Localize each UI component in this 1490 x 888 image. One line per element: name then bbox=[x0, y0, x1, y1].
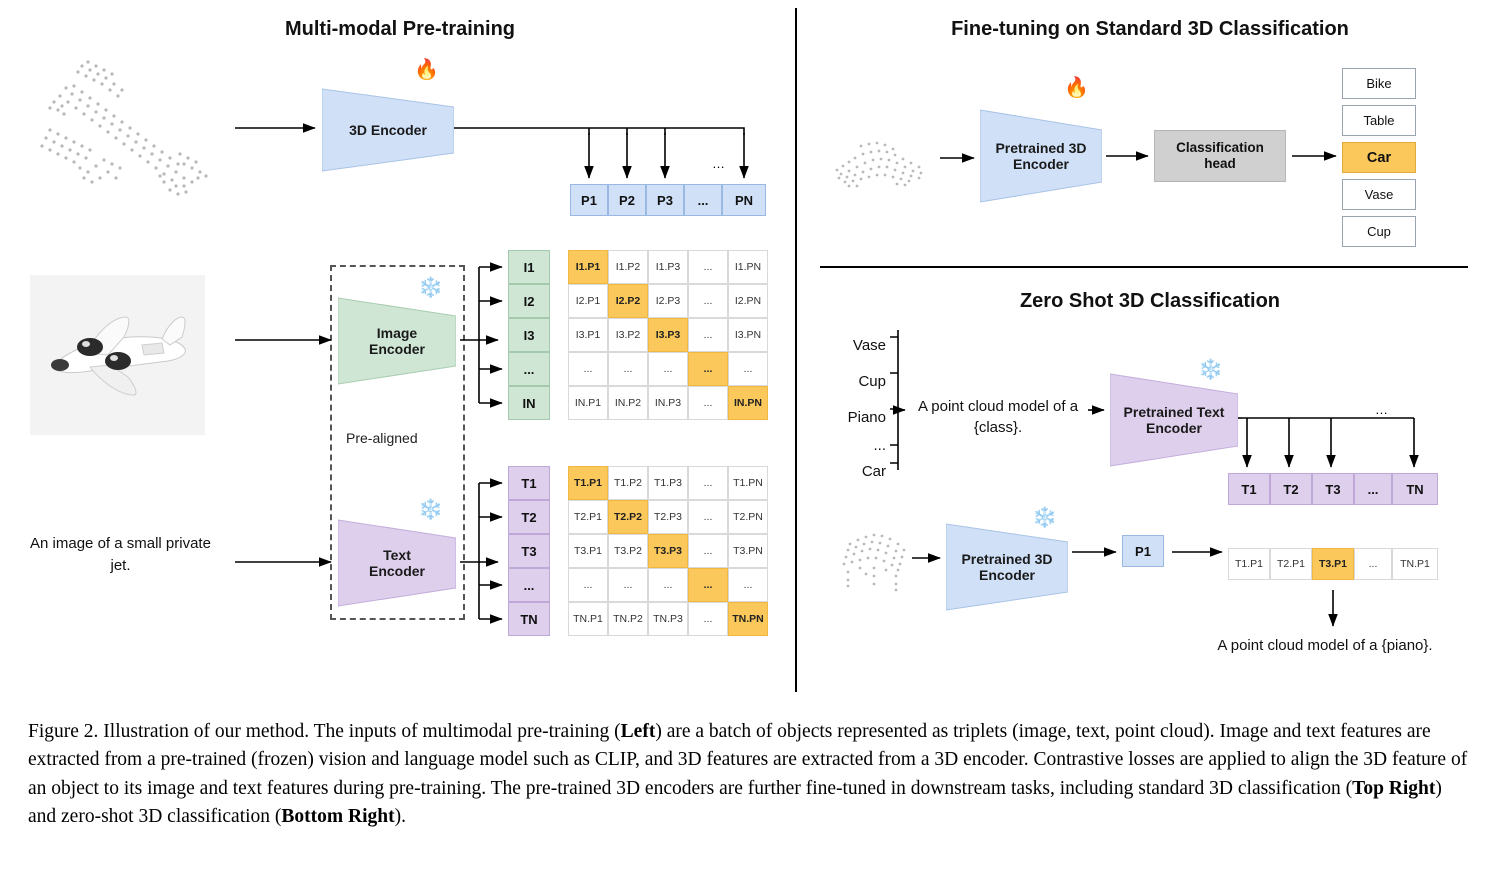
text-similarity-cell: ... bbox=[688, 602, 728, 636]
classification-head-label-1: Classification bbox=[1176, 139, 1264, 155]
encoder-image-label-1: Image bbox=[376, 324, 418, 341]
zeroshot-class: Piano bbox=[847, 409, 886, 426]
encoder-image-label-2: Encoder bbox=[368, 341, 425, 357]
snowflake-icon: ❄️ bbox=[1032, 507, 1057, 529]
image-similarity-cell: IN.P1 bbox=[568, 386, 608, 420]
panel-title-top-right: Fine-tuning on Standard 3D Classification bbox=[951, 18, 1349, 40]
text-similarity-cell: ... bbox=[608, 568, 648, 602]
prompt-template: A point cloud model of a {class}. bbox=[917, 398, 1079, 436]
image-similarity-cell: ... bbox=[688, 386, 728, 420]
text-similarity-cell: T1.P2 bbox=[608, 466, 648, 500]
score-cell-best: T3.P1 bbox=[1312, 548, 1354, 580]
text-similarity-cell: T3.P2 bbox=[608, 534, 648, 568]
flame-icon: 🔥 bbox=[414, 59, 439, 81]
panel-title-left: Multi-modal Pre-training bbox=[285, 18, 515, 40]
point-cloud-piano bbox=[830, 520, 935, 595]
image-token: IN bbox=[508, 386, 550, 420]
image-similarity-cell: I1.P1 bbox=[568, 250, 608, 284]
text-token: ... bbox=[508, 568, 550, 602]
image-similarity-cell: ... bbox=[728, 352, 768, 386]
encoder-pretrained-3d-label-2: Encoder bbox=[1012, 156, 1069, 172]
flame-icon: 🔥 bbox=[1064, 77, 1089, 99]
encoder-pretrained-text-label bbox=[1124, 404, 1225, 436]
encoder-text-label-1: Text bbox=[383, 546, 411, 563]
snowflake-icon: ❄️ bbox=[1198, 359, 1223, 381]
encoder-pretrained-3d-zeroshot-label bbox=[961, 551, 1052, 583]
text-similarity-cell: T3.P1 bbox=[568, 534, 608, 568]
text-token: T2 bbox=[508, 500, 550, 534]
text-similarity-cell: TN.PN bbox=[728, 602, 768, 636]
classification-head-label-2: head bbox=[1204, 156, 1236, 171]
zeroshot-pc-token: P1 bbox=[1122, 535, 1164, 567]
text-similarity-cell: ... bbox=[568, 568, 608, 602]
encoder-pretrained-3d-zeroshot-label-1: Pretrained 3D bbox=[961, 550, 1053, 567]
text-similarity-cell: T1.P1 bbox=[568, 466, 608, 500]
score-cell: TN.P1 bbox=[1392, 548, 1438, 580]
image-similarity-cell: I2.P2 bbox=[608, 284, 648, 318]
zeroshot-text-token: T3 bbox=[1312, 473, 1354, 505]
image-similarity-cell: ... bbox=[648, 352, 688, 386]
input-image-thumbnail bbox=[30, 275, 205, 435]
zeroshot-class: Car bbox=[861, 463, 886, 480]
image-similarity-cell: I2.P1 bbox=[568, 284, 608, 318]
panel-title-bottom-right: Zero Shot 3D Classification bbox=[1019, 290, 1281, 312]
text-similarity-cell: ... bbox=[688, 466, 728, 500]
text-similarity-cell: ... bbox=[688, 534, 728, 568]
text-similarity-cell: T3.P3 bbox=[648, 534, 688, 568]
encoder-text-label-2: Encoder bbox=[368, 563, 425, 579]
image-similarity-cell: ... bbox=[608, 352, 648, 386]
encoder-pretrained-3d-label bbox=[995, 140, 1086, 172]
encoder-image-label bbox=[369, 325, 425, 357]
encoder-pretrained-text-label-2: Encoder bbox=[1145, 420, 1202, 436]
class-option[interactable]: Cup bbox=[1342, 216, 1416, 247]
zeroshot-result: A point cloud model of a {piano}. bbox=[1217, 637, 1433, 654]
encoder-pretrained-3d-label-1: Pretrained 3D bbox=[995, 139, 1087, 156]
text-similarity-cell: ... bbox=[688, 568, 728, 602]
encoder-3d-label: 3D Encoder bbox=[349, 121, 427, 138]
encoder-3d[interactable] bbox=[322, 85, 454, 175]
text-similarity-cell: ... bbox=[648, 568, 688, 602]
text-similarity-cell: T1.PN bbox=[728, 466, 768, 500]
encoder-text-label bbox=[369, 547, 425, 579]
class-option[interactable]: Table bbox=[1342, 105, 1416, 136]
image-similarity-cell: I3.P2 bbox=[608, 318, 648, 352]
text-similarity-cell: TN.P1 bbox=[568, 602, 608, 636]
class-option[interactable]: Bike bbox=[1342, 68, 1416, 99]
image-token: I3 bbox=[508, 318, 550, 352]
image-similarity-cell: ... bbox=[568, 352, 608, 386]
pc-token: P3 bbox=[646, 184, 684, 216]
text-similarity-cell: T2.P2 bbox=[608, 500, 648, 534]
class-option-selected[interactable]: Car bbox=[1342, 142, 1416, 173]
encoder-pretrained-3d-zeroshot[interactable] bbox=[946, 522, 1068, 612]
class-option[interactable]: Vase bbox=[1342, 179, 1416, 210]
text-similarity-cell: ... bbox=[688, 500, 728, 534]
snowflake-icon: ❄️ bbox=[418, 499, 443, 521]
image-similarity-cell: I2.P3 bbox=[648, 284, 688, 318]
image-similarity-cell: ... bbox=[688, 284, 728, 318]
score-cell: T1.P1 bbox=[1228, 548, 1270, 580]
image-token: ... bbox=[508, 352, 550, 386]
image-similarity-cell: ... bbox=[688, 250, 728, 284]
figure-caption: Figure 2. Illustration of our method. The inputs of multimodal pre-training (Left) are a batch of objects represented as triplets (image, text, point cloud). Image and text features are extracted from a pre-trained (frozen) vision and language model such as CLIP, and 3D features are extracted from a 3D encoder. Contrastive losses are applied to align the 3D feature of an object to its image and text features during pre-training. The pre-trained 3D encoders are further fine-tuned in downstream tasks, including standard 3D classification (Top Right) and zero-shot 3D classification (Bottom Right). bbox=[28, 721, 1468, 827]
image-similarity-cell: IN.P3 bbox=[648, 386, 688, 420]
score-cell: T2.P1 bbox=[1270, 548, 1312, 580]
svg-text:…: … bbox=[712, 156, 725, 171]
encoder-text[interactable] bbox=[338, 518, 456, 608]
image-similarity-cell: IN.PN bbox=[728, 386, 768, 420]
image-similarity-cell: I1.P2 bbox=[608, 250, 648, 284]
image-similarity-cell: I1.P3 bbox=[648, 250, 688, 284]
snowflake-icon: ❄️ bbox=[418, 277, 443, 299]
svg-text:…: … bbox=[1375, 402, 1388, 417]
text-similarity-cell: T2.P1 bbox=[568, 500, 608, 534]
text-similarity-cell: T2.P3 bbox=[648, 500, 688, 534]
text-similarity-cell: T3.PN bbox=[728, 534, 768, 568]
text-similarity-cell: TN.P2 bbox=[608, 602, 648, 636]
image-similarity-cell: I3.PN bbox=[728, 318, 768, 352]
horizontal-divider bbox=[820, 266, 1468, 268]
text-similarity-cell: ... bbox=[728, 568, 768, 602]
encoder-pretrained-text-label-1: Pretrained Text bbox=[1123, 403, 1225, 420]
classification-head[interactable] bbox=[1154, 130, 1286, 182]
zeroshot-class: Cup bbox=[858, 373, 886, 390]
image-similarity-cell: ... bbox=[688, 318, 728, 352]
text-token: TN bbox=[508, 602, 550, 636]
point-cloud-airplane bbox=[20, 50, 230, 220]
text-token: T1 bbox=[508, 466, 550, 500]
pre-aligned-label: Pre-aligned bbox=[342, 430, 422, 446]
zeroshot-class: Vase bbox=[852, 337, 886, 354]
input-text-caption: An image of a small private jet. bbox=[30, 535, 211, 574]
image-similarity-cell: I3.P3 bbox=[648, 318, 688, 352]
encoder-pretrained-3d-zeroshot-label-2: Encoder bbox=[978, 567, 1035, 583]
zeroshot-text-token: T1 bbox=[1228, 473, 1270, 505]
zeroshot-text-token: TN bbox=[1392, 473, 1438, 505]
point-cloud-car bbox=[825, 130, 935, 190]
zeroshot-text-token: T2 bbox=[1270, 473, 1312, 505]
image-similarity-cell: I3.P1 bbox=[568, 318, 608, 352]
image-similarity-cell: ... bbox=[688, 352, 728, 386]
image-token: I1 bbox=[508, 250, 550, 284]
text-similarity-cell: TN.P3 bbox=[648, 602, 688, 636]
zeroshot-class-ellipsis: ... bbox=[873, 437, 886, 454]
score-cell: ... bbox=[1354, 548, 1392, 580]
image-similarity-cell: IN.P2 bbox=[608, 386, 648, 420]
zeroshot-text-token: ... bbox=[1354, 473, 1392, 505]
image-token: I2 bbox=[508, 284, 550, 318]
text-token: T3 bbox=[508, 534, 550, 568]
pc-token: ... bbox=[684, 184, 722, 216]
encoder-pretrained-text[interactable] bbox=[1110, 372, 1238, 468]
vertical-divider bbox=[795, 8, 797, 692]
pc-token: P2 bbox=[608, 184, 646, 216]
text-similarity-cell: T2.PN bbox=[728, 500, 768, 534]
pc-token: P1 bbox=[570, 184, 608, 216]
image-similarity-cell: I2.PN bbox=[728, 284, 768, 318]
encoder-pretrained-3d-finetune[interactable] bbox=[980, 108, 1102, 204]
encoder-image[interactable] bbox=[338, 296, 456, 386]
pc-token: PN bbox=[722, 184, 766, 216]
image-similarity-cell: I1.PN bbox=[728, 250, 768, 284]
text-similarity-cell: T1.P3 bbox=[648, 466, 688, 500]
